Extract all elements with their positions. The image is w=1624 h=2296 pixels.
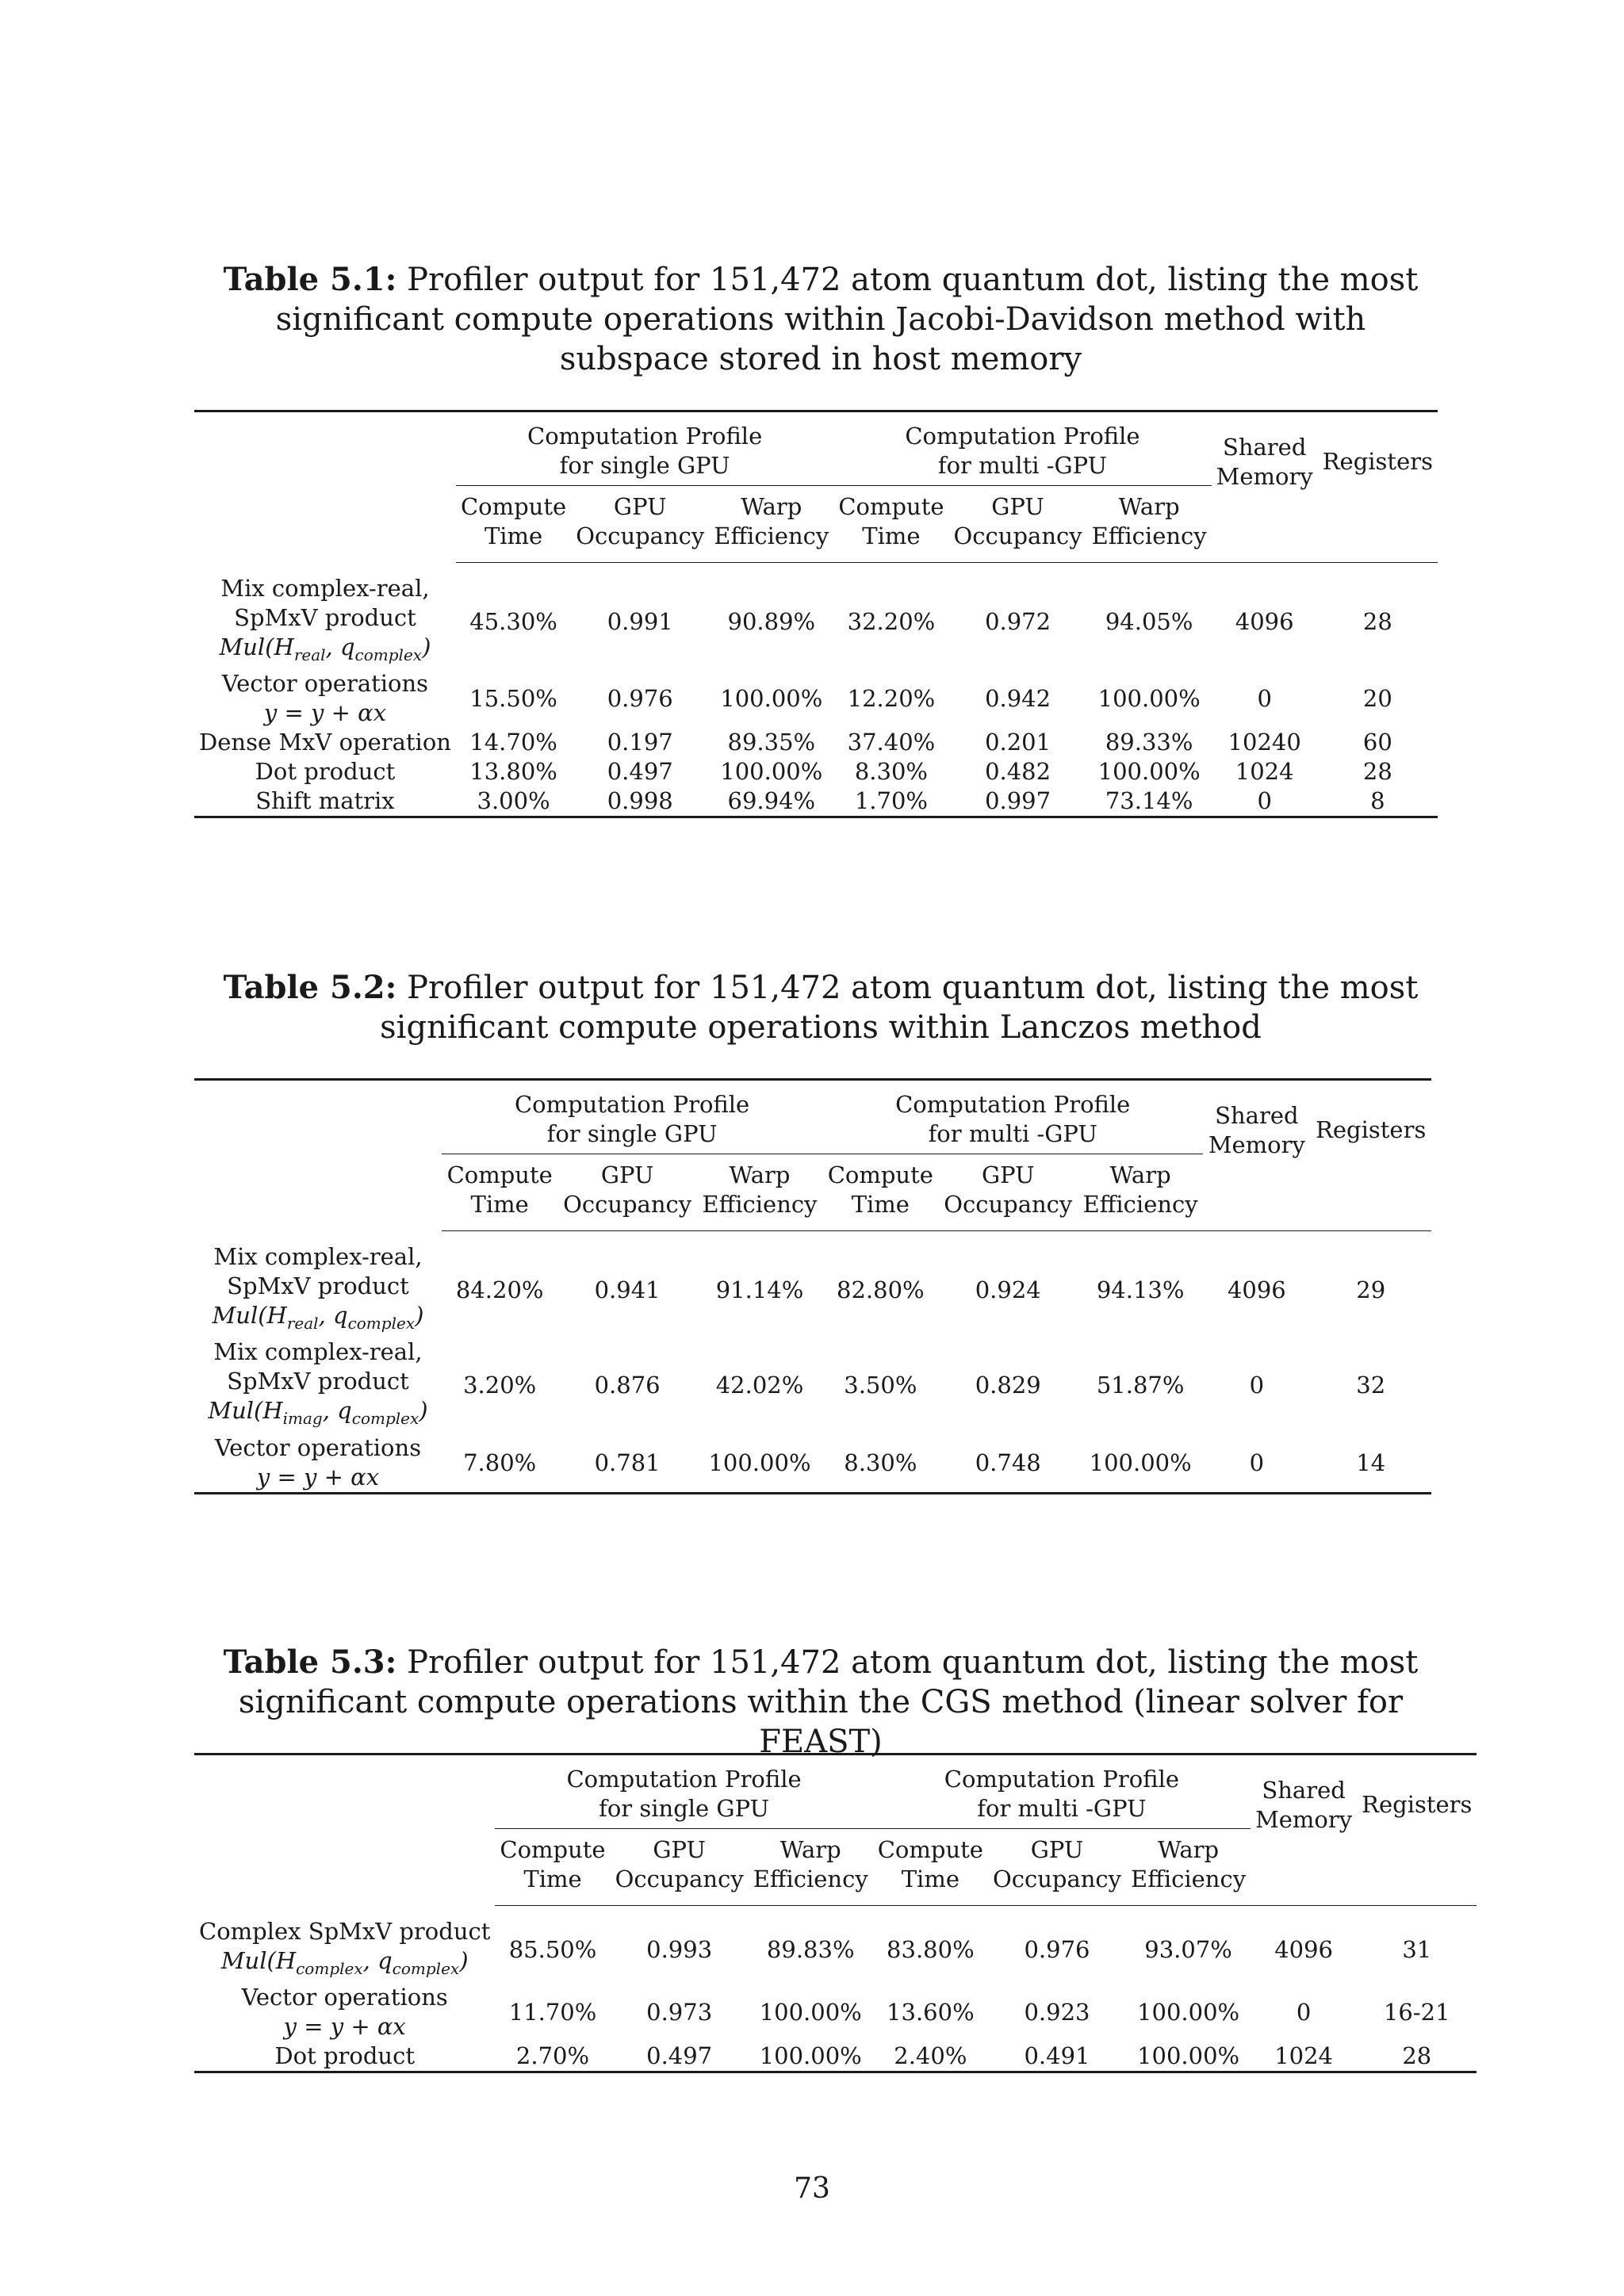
table-cell: 0.497: [611, 2042, 749, 2072]
table-cell: 90.89%: [727, 607, 816, 635]
header-line: Efficiency: [753, 1866, 868, 1892]
table-cell: 1024: [1251, 2042, 1357, 2072]
table-cell: 13.60%: [887, 1998, 975, 2026]
header-line: Warp: [741, 493, 802, 520]
row-label: [194, 2042, 495, 2072]
header-group-multi: [873, 1755, 1251, 1829]
header-line: Time: [523, 1866, 582, 1892]
header-compute: [456, 486, 571, 563]
table-cell: 0: [1203, 1433, 1310, 1494]
header-shared-memory: [1203, 1080, 1310, 1231]
table-cell: 4096: [1235, 607, 1294, 635]
header-line: Time: [901, 1866, 959, 1892]
table-cell: 0.972: [985, 607, 1051, 635]
table-cell: 45.30%: [469, 607, 557, 635]
table-cell: 7.80%: [442, 1433, 557, 1494]
header-line: Compute: [827, 1161, 933, 1188]
header-gpu: [939, 1154, 1078, 1231]
table-cell: 51.87%: [1096, 1372, 1185, 1399]
table-cell: 2.40%: [873, 2042, 988, 2072]
caption-text: Profiler output for 151,472 atom quantum dot, listing the most significant compute operations within Lanczos method: [380, 970, 1419, 1046]
header-line: Computation Profile: [905, 423, 1140, 450]
table-cell: 89.35%: [727, 729, 816, 756]
header-blank: [194, 411, 456, 563]
table-cell: 100.00%: [1126, 2042, 1251, 2072]
header-group-multi: [833, 411, 1211, 486]
header-gpu: [611, 1829, 749, 1906]
header-line: Computation Profile: [514, 1091, 750, 1118]
table-cell: 0.197: [607, 729, 673, 756]
table-cell: 42.02%: [715, 1372, 804, 1399]
row-label-line: y = y + αx: [283, 2013, 406, 2041]
table-row: [194, 1231, 1431, 1338]
header-blank: [194, 1755, 495, 1906]
header-line: for multi -GPU: [977, 1795, 1147, 1822]
table-cell: 0.491: [988, 2042, 1126, 2072]
table-cell: 16-21: [1383, 1998, 1450, 2026]
header-line: Occupancy: [944, 1191, 1073, 1218]
header-line: GPU: [981, 1161, 1035, 1188]
header-line: Computation Profile: [895, 1091, 1131, 1118]
header-gpu: [571, 486, 709, 563]
header-gpu: [949, 486, 1087, 563]
table-cell: 0.781: [557, 1433, 696, 1494]
table-cell: 32.20%: [847, 607, 936, 635]
row-label: [194, 1983, 495, 2042]
row-label-line: Mix complex-real,: [213, 1338, 423, 1366]
header-line: for multi -GPU: [937, 452, 1108, 479]
caption-text: Profiler output for 151,472 atom quantum dot, listing the most significant compute operations within the CGS method (linear solver for FEAST): [238, 1644, 1419, 1760]
header-line: Shared: [1262, 1777, 1346, 1804]
table-cell: 15.50%: [469, 684, 557, 712]
header-warp: [709, 486, 833, 563]
header-line: Memory: [1208, 1131, 1305, 1158]
row-label-line: Vector operations: [221, 670, 429, 698]
table-cell: 20: [1362, 684, 1392, 712]
table-row: [194, 563, 1438, 670]
header-line: Warp: [1109, 1161, 1171, 1188]
header-group-single: [456, 411, 833, 486]
row-label-line: Complex SpMxV product: [199, 1917, 491, 1945]
header-line: for single GPU: [559, 452, 730, 479]
table-cell: 0: [1212, 786, 1318, 817]
header-compute: [442, 1154, 557, 1231]
row-label: [194, 786, 456, 817]
table-cell: 0.942: [985, 684, 1051, 712]
table-cell: 0.993: [646, 1936, 713, 1964]
table-cell: 0: [1257, 684, 1272, 712]
row-label-line: y = y + αx: [263, 699, 387, 727]
row-label: [194, 669, 456, 728]
row-label: [194, 757, 456, 786]
table-cell: 37.40%: [847, 729, 936, 756]
row-label-line: SpMxV product: [227, 1272, 409, 1299]
header-line: Occupancy: [576, 522, 705, 549]
table-cell: 4096: [1274, 1936, 1334, 1964]
header-gpu: [557, 1154, 696, 1231]
table-cell: 0.998: [571, 786, 709, 817]
table-5-1: [194, 410, 1438, 818]
table-cell: 100.00%: [1097, 758, 1201, 786]
header-line: Occupancy: [953, 522, 1082, 549]
table-cell: 3.50%: [844, 1372, 917, 1399]
header-gpu: [988, 1829, 1126, 1906]
table-row: [194, 1433, 1431, 1494]
table-cell: 94.05%: [1105, 607, 1193, 635]
table-cell: 28: [1362, 607, 1392, 635]
row-label: [194, 1231, 442, 1338]
table-cell: 8: [1318, 786, 1438, 817]
header-line: Compute: [838, 493, 944, 520]
header-line: Warp: [1118, 493, 1180, 520]
formula: $Mul(H_{real}$, $q_{complex}$): [212, 1301, 424, 1333]
table-cell: 93.07%: [1144, 1936, 1232, 1964]
header-compute: [495, 1829, 610, 1906]
formula: $Mul(H_{real}$, $q_{complex}$): [219, 633, 431, 664]
header-line: Shared: [1215, 1102, 1299, 1129]
header-line: for single GPU: [599, 1795, 770, 1822]
table-label: Table 5.1:: [223, 261, 397, 298]
table-cell: 12.20%: [847, 684, 936, 712]
header-line: Time: [484, 522, 543, 549]
row-label-line: Dense MxV operation: [199, 729, 451, 756]
table-cell: 14: [1310, 1433, 1431, 1494]
table-cell: 69.94%: [709, 786, 833, 817]
table-cell: 84.20%: [455, 1276, 544, 1303]
table-cell: 0.973: [646, 1998, 713, 2026]
header-line: Computation Profile: [944, 1766, 1180, 1793]
header-line: Occupancy: [992, 1866, 1122, 1892]
header-line: Warp: [729, 1161, 791, 1188]
header-compute: [822, 1154, 938, 1231]
header-line: Efficiency: [1082, 1191, 1198, 1218]
table-cell: 8.30%: [822, 1433, 938, 1494]
table-cell: 100.00%: [1078, 1433, 1203, 1494]
row-label-line: Mix complex-real,: [220, 574, 430, 602]
header-line: Compute: [500, 1836, 606, 1863]
page-number: 73: [794, 2172, 830, 2205]
table-cell: 0.923: [1024, 1998, 1090, 2026]
header-registers: Registers: [1310, 1080, 1431, 1231]
row-label-line: Dot product: [255, 758, 396, 786]
table-cell: 29: [1356, 1276, 1386, 1303]
header-warp: [697, 1154, 822, 1231]
header-compute: [873, 1829, 988, 1906]
table-row: [194, 2042, 1477, 2072]
table-cell: 0.829: [975, 1372, 1041, 1399]
header-line: Efficiency: [702, 1191, 818, 1218]
table-cell: 0.201: [985, 729, 1051, 756]
table-cell: 0: [1249, 1372, 1265, 1399]
header-line: Compute: [877, 1836, 983, 1863]
table-cell: 100.00%: [749, 2042, 873, 2072]
header-line: GPU: [653, 1836, 706, 1863]
header-warp: [1087, 486, 1212, 563]
table-cell: 14.70%: [469, 729, 557, 756]
header-line: Occupancy: [563, 1191, 692, 1218]
table-row: [194, 1906, 1477, 1984]
caption-text: Profiler output for 151,472 atom quantum dot, listing the most significant compute operations within Jacobi-Davidson method with subspace stored in host memory: [275, 262, 1419, 377]
table-cell: 0.941: [594, 1276, 661, 1303]
header-line: Memory: [1216, 463, 1313, 490]
table-cell: 0.997: [949, 786, 1087, 817]
header-line: for multi -GPU: [928, 1120, 1097, 1147]
table-row: [194, 669, 1438, 728]
table-cell: 89.83%: [766, 1936, 855, 1964]
table-cell: 28: [1357, 2042, 1477, 2072]
table-cell: 1.70%: [833, 786, 948, 817]
header-line: Time: [851, 1191, 910, 1218]
table-row: [194, 1337, 1431, 1433]
row-label-line: Shift matrix: [255, 787, 395, 815]
table-cell: 32: [1356, 1372, 1386, 1399]
header-registers: Registers: [1318, 411, 1438, 563]
row-label: [194, 1337, 442, 1433]
header-blank: [194, 1080, 442, 1231]
header-shared-memory: [1212, 411, 1318, 563]
header-line: Computation Profile: [527, 423, 763, 450]
table-cell: 100.00%: [720, 684, 823, 712]
table-row: [194, 728, 1438, 757]
row-label-line: SpMxV product: [227, 1368, 409, 1395]
table-cell: 0.876: [594, 1372, 661, 1399]
header-compute: [833, 486, 948, 563]
table-cell: 0: [1296, 1998, 1312, 2026]
row-label: [194, 728, 456, 757]
header-line: GPU: [613, 493, 667, 520]
row-label-line: Dot product: [274, 2042, 415, 2070]
header-line: Time: [862, 522, 921, 549]
table-cell: 83.80%: [887, 1936, 975, 1964]
table-cell: 0.924: [975, 1276, 1041, 1303]
table-cell: 60: [1362, 729, 1392, 756]
row-label: [194, 1906, 495, 1984]
header-line: for single GPU: [546, 1120, 718, 1147]
table-cell: 8.30%: [854, 758, 928, 786]
table-cell: 1024: [1235, 758, 1294, 786]
header-line: GPU: [1030, 1836, 1084, 1863]
header-line: GPU: [991, 493, 1044, 520]
table-cell: 0.748: [939, 1433, 1078, 1494]
table-cell: 0.497: [607, 758, 673, 786]
header-group-multi: [822, 1080, 1203, 1154]
table-cell: 3.00%: [456, 786, 571, 817]
table-cell: 82.80%: [837, 1276, 925, 1303]
header-line: Warp: [779, 1836, 841, 1863]
header-shared-memory: [1251, 1755, 1357, 1906]
row-label: [194, 563, 456, 670]
header-registers: Registers: [1357, 1755, 1477, 1906]
table-cell: 0.482: [985, 758, 1051, 786]
table-cell: 0.976: [607, 684, 673, 712]
table-cell: 100.00%: [697, 1433, 822, 1494]
row-label: [194, 1433, 442, 1494]
row-label-line: Mix complex-real,: [213, 1242, 423, 1270]
table-row: [194, 786, 1438, 817]
table-5-2: [194, 1078, 1431, 1494]
header-warp: [749, 1829, 873, 1906]
table-5-1-caption: [210, 260, 1431, 379]
table-5-2-caption: [210, 968, 1431, 1047]
table-cell: 100.00%: [720, 758, 823, 786]
header-line: Time: [470, 1191, 529, 1218]
formula: $Mul(H_{imag}$, $q_{complex}$): [208, 1397, 428, 1429]
table-cell: 2.70%: [495, 2042, 610, 2072]
table-cell: 13.80%: [469, 758, 557, 786]
header-line: Computation Profile: [566, 1766, 802, 1793]
row-label-line: Vector operations: [241, 1984, 448, 2011]
table-cell: 0.991: [607, 607, 673, 635]
formula: $Mul(H_{complex}$, $q_{complex}$): [220, 1946, 469, 1978]
table-label: Table 5.3:: [223, 1644, 397, 1681]
table-cell: 100.00%: [759, 1998, 862, 2026]
table-cell: 73.14%: [1087, 786, 1212, 817]
table-cell: 0.976: [1024, 1936, 1090, 1964]
table-cell: 31: [1402, 1936, 1432, 1964]
header-line: Compute: [446, 1161, 553, 1188]
header-line: Occupancy: [615, 1866, 744, 1892]
row-label-line: Vector operations: [214, 1434, 422, 1462]
header-line: Efficiency: [1131, 1866, 1247, 1892]
header-warp: [1126, 1829, 1251, 1906]
row-label-line: y = y + αx: [256, 1464, 380, 1491]
table-cell: 10240: [1228, 729, 1301, 756]
table-row: [194, 757, 1438, 786]
table-cell: 100.00%: [1097, 684, 1201, 712]
table-5-3-caption: [210, 1643, 1431, 1762]
header-line: GPU: [600, 1161, 654, 1188]
table-cell: 94.13%: [1096, 1276, 1185, 1303]
table-label: Table 5.2:: [223, 969, 397, 1006]
header-warp: [1078, 1154, 1203, 1231]
header-line: Efficiency: [1091, 522, 1207, 549]
table-5-3: [194, 1753, 1477, 2073]
row-label-line: SpMxV product: [234, 603, 416, 631]
table-cell: 3.20%: [463, 1372, 537, 1399]
table-cell: 91.14%: [715, 1276, 804, 1303]
table-cell: 89.33%: [1105, 729, 1193, 756]
table-cell: 100.00%: [1137, 1998, 1240, 2026]
table-row: [194, 1983, 1477, 2042]
header-line: Warp: [1158, 1836, 1220, 1863]
table-cell: 11.70%: [508, 1998, 597, 2026]
header-group-single: [442, 1080, 822, 1154]
table-cell: 28: [1362, 758, 1392, 786]
table-cell: 4096: [1227, 1276, 1286, 1303]
header-line: Shared: [1222, 434, 1307, 461]
header-group-single: [495, 1755, 872, 1829]
table-cell: 85.50%: [508, 1936, 597, 1964]
header-line: Efficiency: [714, 522, 829, 549]
header-line: Memory: [1255, 1806, 1353, 1833]
header-line: Compute: [460, 493, 567, 520]
